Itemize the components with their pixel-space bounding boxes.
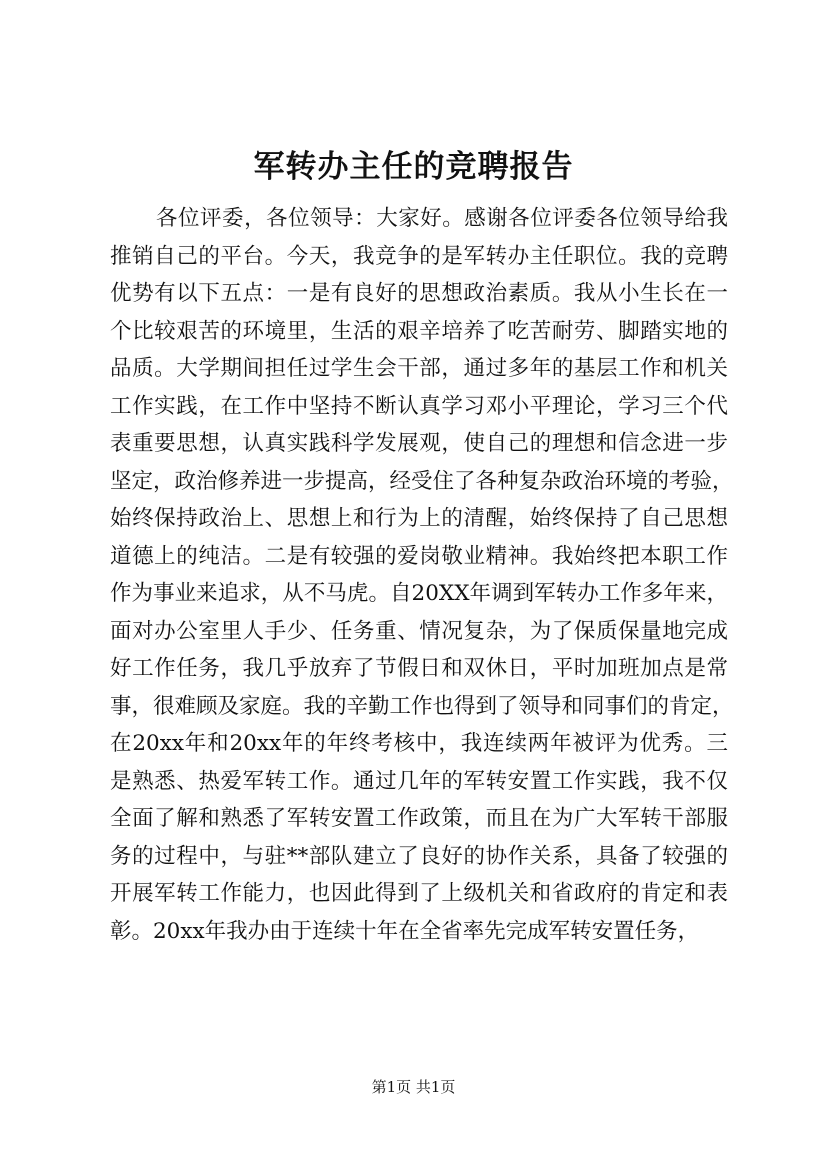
body-line: 坚定，政治修养进一步提高，经受住了各种复杂政治环境的考验，	[110, 468, 734, 494]
body-line: 全面了解和熟悉了军转安置工作政策，而且在为广大军转干部服	[110, 806, 728, 831]
body-line: 作为事业来追求，从不马虎。自20XX年调到军转办工作多年来，	[110, 581, 728, 606]
body-line: 工作实践，在工作中坚持不断认真学习邓小平理论，学习三个代	[110, 393, 728, 419]
body-line: 事，很难顾及家庭。我的辛勤工作也得到了领导和同事们的肯定，	[110, 693, 734, 719]
body-line: 是熟悉、热爱军转工作。通过几年的军转安置工作实践，我不仅	[110, 768, 728, 794]
page-number-footer: 第1页 共1页	[371, 1078, 456, 1096]
body-line: 道德上的纯洁。二是有较强的爱岗敬业精神。我始终把本职工作	[110, 543, 728, 569]
document-body	[110, 200, 734, 950]
document-title: 军转办主任的竞聘报告	[253, 149, 574, 185]
body-line: 始终保持政治上、思想上和行为上的清醒，始终保持了自己思想	[110, 506, 728, 531]
body-line: 彰。20xx年我办由于连续十年在全省率先完成军转安置任务，	[110, 918, 700, 944]
body-line: 务的过程中，与驻**部队建立了良好的协作关系，具备了较强的	[110, 843, 728, 869]
body-line: 优势有以下五点：一是有良好的思想政治素质。我从小生长在一	[110, 281, 728, 306]
body-line: 开展军转工作能力，也因此得到了上级机关和省政府的肯定和表	[110, 881, 728, 906]
body-line: 面对办公室里人手少、任务重、情况复杂，为了保质保量地完成	[110, 618, 728, 644]
body-line: 各位评委，各位领导：大家好。感谢各位评委各位领导给我	[156, 206, 728, 231]
body-line: 品质。大学期间担任过学生会干部，通过多年的基层工作和机关	[110, 356, 728, 381]
body-line: 好工作任务，我几乎放弃了节假日和双休日，平时加班加点是常	[110, 656, 728, 681]
body-line: 在20xx年和20xx年的年终考核中，我连续两年被评为优秀。三	[110, 731, 728, 756]
body-line: 个比较艰苦的环境里，生活的艰辛培养了吃苦耐劳、脚踏实地的	[110, 318, 728, 344]
body-line: 表重要思想，认真实践科学发展观，使自己的理想和信念进一步	[110, 431, 728, 456]
body-line: 推销自己的平台。今天，我竞争的是军转办主任职位。我的竞聘	[110, 243, 728, 269]
